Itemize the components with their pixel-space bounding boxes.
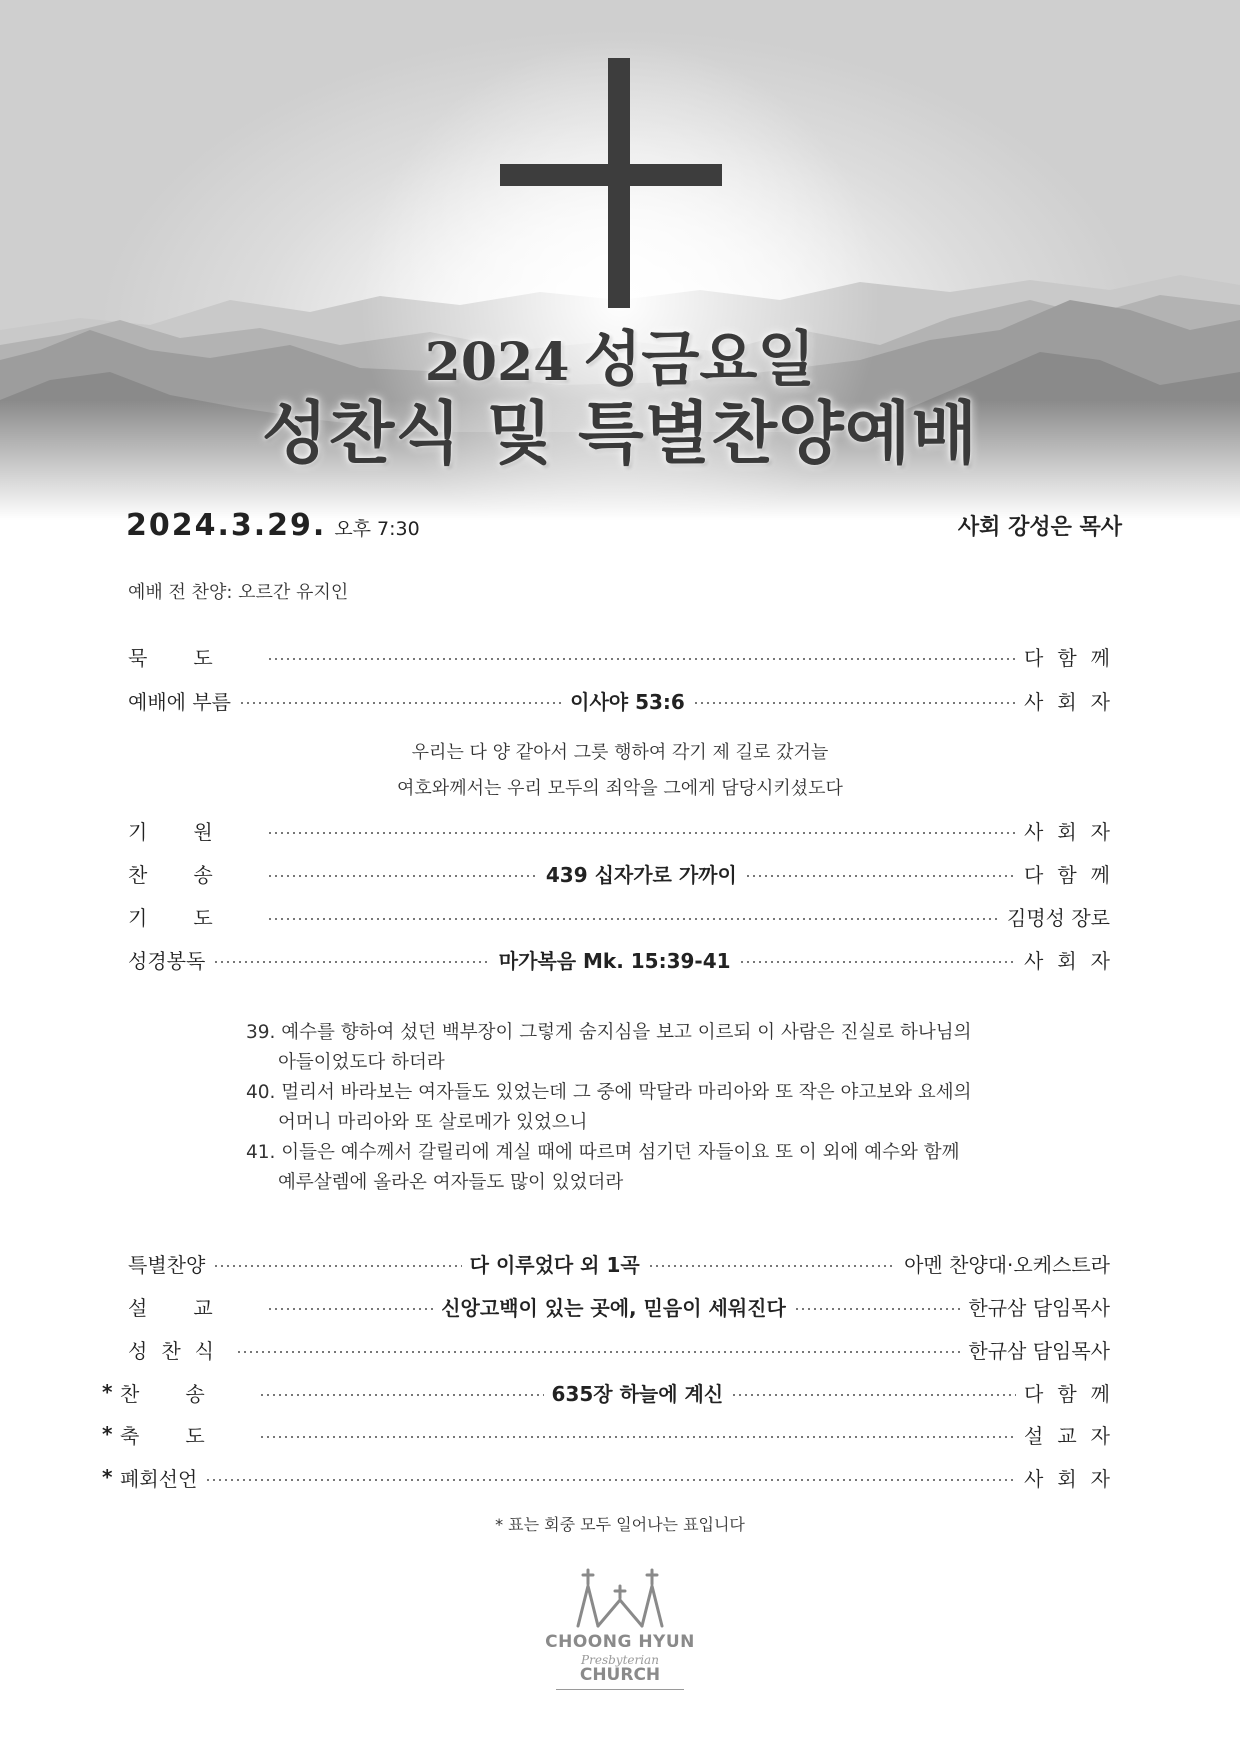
logo-name-top: CHOONG HYUN [545,1632,695,1652]
scripture-passage [246,1018,1006,1198]
date-text: 2024.3.29. [126,508,327,543]
call-verse-line1: 우리는 다 양 같아서 그릇 행하여 각기 제 길로 갔거늘 [411,742,829,763]
order-label: 폐회선언 [120,1466,198,1491]
order-label: 기원 [128,819,259,844]
order-row-prayer [110,900,1110,932]
order-label: 예배에 부름 [128,689,231,714]
church-steeples-icon [560,1560,680,1630]
order-who: 김명성 장로 [1007,905,1110,930]
order-center: 다 이루었다 외 1곡 [469,1252,640,1277]
service-leader: 사회 강성은 목사 [957,515,1122,540]
order-center: 439 십자가로 가까이 [545,862,737,887]
order-row-special-music [110,1247,1110,1279]
service-date [126,508,420,543]
order-center: 이사야 53:6 [570,689,685,714]
order-center: 마가복음 Mk. 15:39-41 [498,948,731,973]
verse-41: 41. 이들은 예수께서 갈릴리에 계실 때에 따르며 섬기던 자들이요 또 이 외에 예수와 함께 [246,1142,960,1163]
logo-name-bottom: CHURCH [579,1665,661,1685]
order-row-communion [110,1333,1110,1365]
order-label: 기도 [128,905,259,930]
order-who: 설교자 [1024,1423,1124,1448]
order-row-closing: * 폐회선언 사회자 [102,1461,1110,1493]
church-logo [540,1560,700,1720]
verse-41-cont: 예루살렘에 올라온 여자들도 많이 있었더라 [278,1172,624,1193]
order-who: 다함께 [1024,862,1124,887]
order-who: 사회자 [1024,689,1125,714]
order-center: 635장 하늘에 계신 [551,1381,724,1406]
call-verse-line2: 여호와께서는 우리 모두의 죄악을 그에게 담당시키셨도다 [397,778,843,799]
order-who: 아멘 찬양대·오케스트라 [904,1252,1110,1277]
order-row-benediction: * 축도 설교자 [102,1418,1110,1450]
order-row-invocation [110,814,1124,846]
order-who: 한규삼 담임목사 [968,1338,1110,1363]
order-who: 다함께 [1024,1381,1125,1406]
order-label: 찬송 [120,1381,251,1406]
order-label: 축도 [120,1423,251,1448]
title-year: 2024 [424,332,570,393]
verse-39-cont: 아들이었도다 하더라 [278,1052,445,1073]
standing-note: * 표는 회중 모두 일어나는 표입니다 [495,1515,745,1534]
time-text: 오후 7:30 [334,518,420,540]
verse-39: 39. 예수를 향하여 섰던 백부장이 그렇게 숨지심을 보고 이르되 이 사람은 진실로 하나님의 [246,1022,972,1043]
title-main: 성금요일 [583,325,816,395]
order-row-scripture-reading [110,943,1124,975]
order-row-sermon [110,1290,1110,1322]
order-label: 찬송 [128,862,259,887]
order-who: 다함께 [1024,645,1124,670]
order-label: 묵도 [128,645,259,670]
order-label: 성경봉독 [128,948,206,973]
order-row-hymn-1 [110,857,1124,889]
verse-40-cont: 어머니 마리아와 또 살로메가 있었으니 [278,1112,588,1133]
order-label: 설교 [128,1295,259,1320]
verse-40: 40. 멀리서 바라보는 여자들도 있었는데 그 중에 막달라 마리아와 또 작은 야고보와 요세의 [246,1082,972,1103]
order-who: 사회자 [1024,948,1124,973]
order-center: 신앙고백이 있는 곳에, 믿음이 세워진다 [441,1295,786,1320]
order-who: 사회자 [1024,1466,1124,1491]
order-label: 성찬식 [128,1338,228,1363]
order-row-hymn-2: * 찬송 635장 하늘에 계신 다함께 [102,1376,1110,1408]
logo-rule [556,1689,684,1690]
order-who: 사회자 [1024,819,1124,844]
order-who: 한규삼 담임목사 [968,1295,1111,1320]
order-label: 특별찬양 [128,1252,206,1277]
prelude-text: 예배 전 찬양: 오르간 유지인 [128,582,349,603]
order-row-silent-prayer [110,640,1124,672]
logo-name-mid: Presbyterian [581,1653,659,1667]
page-title-line2: 성찬식 및 특별찬양예배 [261,395,979,474]
order-row-call-to-worship [110,684,1125,716]
